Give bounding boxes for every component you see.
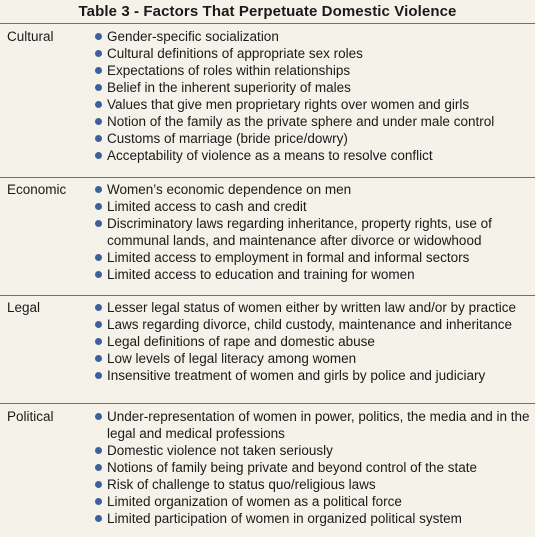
list-item <box>95 476 535 493</box>
list-item <box>95 442 535 459</box>
category-label: Political <box>7 409 54 424</box>
list-item <box>95 459 535 476</box>
legal-factor-list <box>95 299 535 403</box>
list-item <box>95 350 535 367</box>
list-item <box>95 45 535 62</box>
row-political <box>0 404 535 537</box>
list-item-text: Limited organization of women as a political force <box>107 494 402 509</box>
bullet-icon <box>95 413 102 420</box>
list-item-text: Discriminatory laws regarding inheritance, property rights, use of communal lands, and maintenance after divorce or widowhood <box>107 216 492 248</box>
bullet-icon <box>95 67 102 74</box>
row-legal <box>0 296 535 404</box>
list-item-text: Notions of family being private and beyond control of the state <box>107 460 477 475</box>
list-item <box>95 181 535 198</box>
list-item <box>95 333 535 350</box>
list-item-text: Customs of marriage (bride price/dowry) <box>107 131 348 146</box>
row-cultural <box>0 24 535 178</box>
list-item-text: Low levels of legal literacy among women <box>107 351 357 366</box>
bullet-icon <box>95 203 102 210</box>
list-item-text: Laws regarding divorce, child custody, maintenance and inheritance <box>107 317 512 332</box>
list-item-text: Women’s economic dependence on men <box>107 182 352 197</box>
bullet-icon <box>95 304 102 311</box>
list-item-text: Limited participation of women in organized political system <box>107 511 462 526</box>
list-item-text: Lesser legal status of women either by written law and/or by practice <box>107 300 516 315</box>
list-item <box>95 96 535 113</box>
list-item <box>95 79 535 96</box>
bullet-icon <box>95 464 102 471</box>
bullet-icon <box>95 118 102 125</box>
list-item-text: Limited access to employment in formal and informal sectors <box>107 250 470 265</box>
list-item-text: Belief in the inherent superiority of males <box>107 80 351 95</box>
bullet-icon <box>95 355 102 362</box>
list-item <box>95 113 535 130</box>
bullet-icon <box>95 498 102 505</box>
list-item <box>95 147 535 164</box>
list-item <box>95 493 535 510</box>
list-item <box>95 215 535 249</box>
list-item <box>95 249 535 266</box>
row-economic <box>0 178 535 296</box>
bullet-icon <box>95 135 102 142</box>
list-item-text: Domestic violence not taken seriously <box>107 443 333 458</box>
list-item-text: Legal definitions of rape and domestic abuse <box>107 334 375 349</box>
list-item <box>95 408 535 442</box>
list-item-text: Cultural definitions of appropriate sex roles <box>107 46 363 61</box>
list-item-text: Values that give men proprietary rights over women and girls <box>107 97 470 112</box>
list-item <box>95 130 535 147</box>
list-item <box>95 198 535 215</box>
bullet-icon <box>95 101 102 108</box>
list-item-text: Expectations of roles within relationships <box>107 63 351 78</box>
list-item <box>95 266 535 283</box>
list-item-text: Under-representation of women in power, politics, the media and in the legal and medical professions <box>107 409 530 441</box>
bullet-icon <box>95 372 102 379</box>
bullet-icon <box>95 271 102 278</box>
category-label: Economic <box>7 182 67 197</box>
list-item <box>95 367 535 384</box>
bullet-icon <box>95 321 102 328</box>
bullet-icon <box>95 338 102 345</box>
list-item-text: Limited access to cash and credit <box>107 199 307 214</box>
bullet-icon <box>95 254 102 261</box>
list-item-text: Limited access to education and training for women <box>107 267 415 282</box>
list-item <box>95 510 535 527</box>
list-item <box>95 316 535 333</box>
bullet-icon <box>95 481 102 488</box>
list-item-text: Insensitive treatment of women and girls by police and judiciary <box>107 368 486 383</box>
table-title: Table 3 - Factors That Perpetuate Domestic Violence <box>0 0 535 24</box>
list-item-text: Acceptability of violence as a means to resolve conflict <box>107 148 433 163</box>
bullet-icon <box>95 33 102 40</box>
bullet-icon <box>95 84 102 91</box>
bullet-icon <box>95 515 102 522</box>
category-label: Legal <box>7 300 41 315</box>
list-item-text: Gender-specific socialization <box>107 29 279 44</box>
political-factor-list <box>95 408 535 537</box>
bullet-icon <box>95 186 102 193</box>
bullet-icon <box>95 447 102 454</box>
list-item <box>95 299 535 316</box>
bullet-icon <box>95 220 102 227</box>
economic-factor-list <box>95 181 535 295</box>
cultural-factor-list <box>95 28 535 177</box>
list-item <box>95 28 535 45</box>
list-item-text: Risk of challenge to status quo/religious laws <box>107 477 376 492</box>
bullet-icon <box>95 50 102 57</box>
bullet-icon <box>95 152 102 159</box>
list-item <box>95 62 535 79</box>
list-item-text: Notion of the family as the private sphere and under male control <box>107 114 495 129</box>
category-label: Cultural <box>7 29 54 44</box>
